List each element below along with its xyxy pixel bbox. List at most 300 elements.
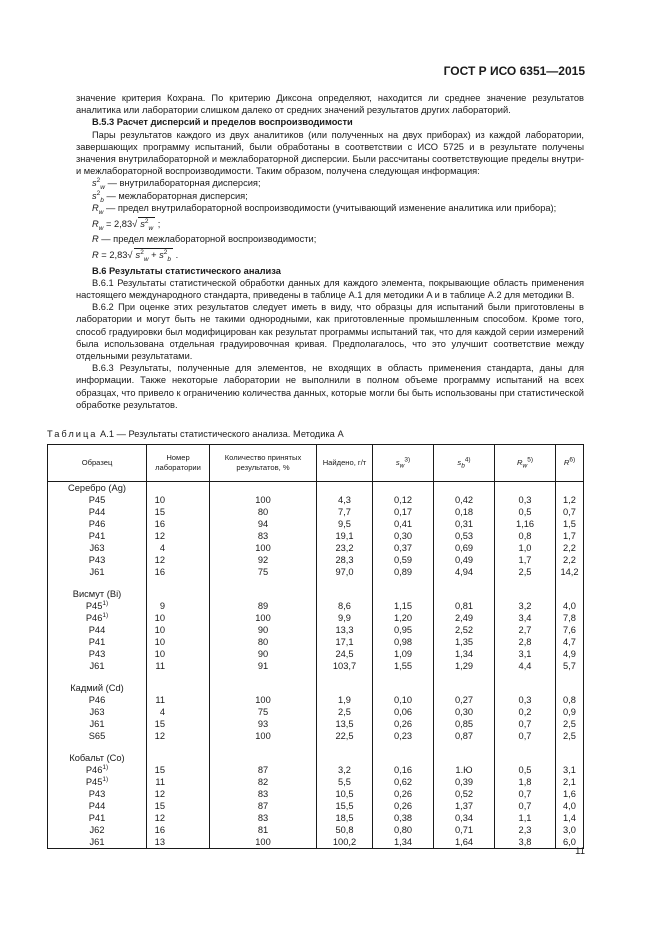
spacer-cell bbox=[210, 578, 317, 588]
r-cell: 14,2 bbox=[556, 566, 584, 578]
sample-cell bbox=[48, 824, 147, 836]
sample-cell bbox=[48, 764, 147, 776]
r-cell: 4,0 bbox=[556, 800, 584, 812]
sample-id: P45 bbox=[88, 495, 106, 505]
sample-id: P44 bbox=[88, 625, 106, 635]
rw-cell: 0,7 bbox=[495, 788, 556, 800]
spacer-cell bbox=[434, 672, 495, 682]
r-cell: 0,8 bbox=[556, 694, 584, 706]
sample-id: J61 bbox=[89, 661, 105, 671]
group-row bbox=[48, 588, 584, 600]
sw-cell: 0,95 bbox=[373, 624, 434, 636]
sample-id: J61 bbox=[89, 719, 105, 729]
sample-cell bbox=[48, 494, 147, 506]
paragraph: B.6.1 Результаты статистической обработки данных для каждого элемента, покрывающие область применения настоящего международного стандарта, приведены в таблице A.1 для методики A и в таблице A.2 для методики B. bbox=[76, 277, 584, 301]
rw-cell: 3,8 bbox=[495, 836, 556, 849]
spacer-cell bbox=[434, 742, 495, 752]
sb-cell: 0,69 bbox=[434, 542, 495, 554]
spacer-cell bbox=[210, 742, 317, 752]
r-cell: 0,9 bbox=[556, 706, 584, 718]
sb-cell: 4,94 bbox=[434, 566, 495, 578]
group-row bbox=[48, 482, 584, 495]
footnote-mark: 1) bbox=[102, 611, 109, 619]
sample-id: P43 bbox=[88, 649, 106, 659]
spacer-cell bbox=[434, 578, 495, 588]
count-cell: 100 bbox=[210, 542, 317, 554]
r-cell: 1,6 bbox=[556, 788, 584, 800]
sw-cell: 0,26 bbox=[373, 788, 434, 800]
spacer-cell bbox=[147, 742, 210, 752]
lab-cell: 13 bbox=[147, 836, 210, 849]
sample-cell bbox=[48, 776, 147, 788]
group-name: Серебро (Ag) bbox=[48, 482, 147, 495]
found-cell: 4,3 bbox=[317, 494, 373, 506]
r-cell: 1,7 bbox=[556, 530, 584, 542]
header-sample: Образец bbox=[48, 445, 147, 482]
rw-cell: 0,7 bbox=[495, 718, 556, 730]
sw-cell: 1,20 bbox=[373, 612, 434, 624]
rw-cell: 2,8 bbox=[495, 636, 556, 648]
count-cell: 80 bbox=[210, 506, 317, 518]
spacer-cell bbox=[556, 672, 584, 682]
table-caption bbox=[47, 429, 344, 439]
sample-id: J63 bbox=[89, 543, 105, 553]
rw-cell: 0,3 bbox=[495, 494, 556, 506]
sb-cell: 0,30 bbox=[434, 706, 495, 718]
sample-cell bbox=[48, 612, 147, 624]
table-row bbox=[48, 788, 584, 800]
sb-cell: 1,34 bbox=[434, 648, 495, 660]
spacer-cell bbox=[210, 672, 317, 682]
empty-cell bbox=[495, 482, 556, 495]
lab-cell: 10 bbox=[147, 612, 210, 624]
sample-id: P44 bbox=[88, 507, 106, 517]
spacer-cell bbox=[373, 742, 434, 752]
sample-cell bbox=[48, 506, 147, 518]
r-cell: 3,0 bbox=[556, 824, 584, 836]
sw-cell: 0,41 bbox=[373, 518, 434, 530]
empty-cell bbox=[495, 752, 556, 764]
count-cell: 82 bbox=[210, 776, 317, 788]
count-cell: 75 bbox=[210, 566, 317, 578]
table-row bbox=[48, 694, 584, 706]
header-sb: $s_b^{4)}$ bbox=[434, 445, 495, 482]
found-cell: 2,5 bbox=[317, 706, 373, 718]
lab-cell: 12 bbox=[147, 554, 210, 566]
header-sw: $s_w^{3)}$ bbox=[373, 445, 434, 482]
sb-cell: 0,52 bbox=[434, 788, 495, 800]
found-cell: 19,1 bbox=[317, 530, 373, 542]
sample-cell bbox=[48, 624, 147, 636]
empty-cell bbox=[317, 682, 373, 694]
r-cell: 2,5 bbox=[556, 718, 584, 730]
sw-cell: 0,89 bbox=[373, 566, 434, 578]
footnote-mark: 1) bbox=[102, 775, 109, 783]
sw-cell: 0,98 bbox=[373, 636, 434, 648]
sample-id: P46 bbox=[85, 613, 103, 623]
r-cell: 2,1 bbox=[556, 776, 584, 788]
rw-cell: 0,5 bbox=[495, 764, 556, 776]
rw-cell: 0,7 bbox=[495, 730, 556, 742]
sample-cell bbox=[48, 800, 147, 812]
rw-cell: 0,5 bbox=[495, 506, 556, 518]
sample-cell bbox=[48, 530, 147, 542]
count-cell: 75 bbox=[210, 706, 317, 718]
count-cell: 92 bbox=[210, 554, 317, 566]
table-body bbox=[48, 482, 584, 849]
found-cell: 97,0 bbox=[317, 566, 373, 578]
lab-cell: 10 bbox=[147, 648, 210, 660]
group-name: Кобальт (Co) bbox=[48, 752, 147, 764]
spacer-cell bbox=[495, 742, 556, 752]
sw-cell: 1,09 bbox=[373, 648, 434, 660]
empty-cell bbox=[556, 588, 584, 600]
rw-cell: 3,4 bbox=[495, 612, 556, 624]
spacer-cell bbox=[495, 672, 556, 682]
definition-text: — внутрилабораторная дисперсия; bbox=[104, 178, 261, 189]
sample-cell bbox=[48, 660, 147, 672]
definition-text: — предел внутрилабораторной воспроизводимости (учитывающий изменение аналитика или прибора); bbox=[103, 202, 557, 213]
count-cell: 100 bbox=[210, 730, 317, 742]
table-row bbox=[48, 764, 584, 776]
sb-cell: 1.Ю bbox=[434, 764, 495, 776]
rw-cell: 1,8 bbox=[495, 776, 556, 788]
empty-cell bbox=[210, 682, 317, 694]
count-cell: 100 bbox=[210, 836, 317, 849]
rw-cell: 0,7 bbox=[495, 800, 556, 812]
sample-id: S65 bbox=[88, 731, 106, 741]
r-cell: 4,0 bbox=[556, 600, 584, 612]
sample-id: P41 bbox=[88, 531, 106, 541]
empty-cell bbox=[210, 752, 317, 764]
definition-r: R — предел межлабораторной воспроизводимости; bbox=[92, 234, 317, 245]
sb-cell: 0,42 bbox=[434, 494, 495, 506]
sample-cell bbox=[48, 566, 147, 578]
count-cell: 90 bbox=[210, 624, 317, 636]
sw-cell: 1,55 bbox=[373, 660, 434, 672]
spacer-cell bbox=[373, 578, 434, 588]
table-row bbox=[48, 612, 584, 624]
rw-cell: 3,1 bbox=[495, 648, 556, 660]
paragraph: B.6.2 При оценке этих результатов следует иметь в виду, что образцы для испытаний были приготовлены в лаборатории и могут быть не такими однородными, как приготовленные промышленным способом. Кроме того, способ градуировки был модифицирован как результат программы испытаний так, что для каждой серии измерений была использована отдельная градуировочная кривая. Предполагалось, что это улучшит соответствие между отдельными результатами. bbox=[76, 302, 584, 362]
empty-cell bbox=[317, 752, 373, 764]
lab-cell: 11 bbox=[147, 776, 210, 788]
sample-id: P46 bbox=[88, 519, 106, 529]
table-row bbox=[48, 566, 584, 578]
table-row bbox=[48, 660, 584, 672]
definition-text: — предел межлабораторной воспроизводимости; bbox=[98, 234, 317, 245]
found-cell: 13,5 bbox=[317, 718, 373, 730]
table-row bbox=[48, 776, 584, 788]
sample-cell bbox=[48, 836, 147, 849]
sample-id: P46 bbox=[88, 695, 106, 705]
sb-cell: 1,35 bbox=[434, 636, 495, 648]
sw-cell: 0,26 bbox=[373, 800, 434, 812]
lab-cell: 15 bbox=[147, 718, 210, 730]
sb-cell: 2,52 bbox=[434, 624, 495, 636]
body-text bbox=[76, 92, 584, 411]
lab-cell: 4 bbox=[147, 542, 210, 554]
table-row bbox=[48, 648, 584, 660]
spacer-cell bbox=[556, 578, 584, 588]
r-cell: 5,7 bbox=[556, 660, 584, 672]
sample-id: J62 bbox=[89, 825, 105, 835]
empty-cell bbox=[434, 682, 495, 694]
empty-cell bbox=[317, 588, 373, 600]
sample-cell bbox=[48, 788, 147, 800]
header-count: Количество принятых результатов, % bbox=[210, 445, 317, 482]
table-row bbox=[48, 494, 584, 506]
group-name: Висмут (Bi) bbox=[48, 588, 147, 600]
sb-cell: 0,34 bbox=[434, 812, 495, 824]
group-row bbox=[48, 752, 584, 764]
spacer-row bbox=[48, 578, 584, 588]
lab-cell: 15 bbox=[147, 764, 210, 776]
count-cell: 83 bbox=[210, 812, 317, 824]
found-cell: 9,5 bbox=[317, 518, 373, 530]
sw-cell: 0,10 bbox=[373, 694, 434, 706]
empty-cell bbox=[210, 588, 317, 600]
sw-cell: 0,23 bbox=[373, 730, 434, 742]
sample-id: J61 bbox=[89, 567, 105, 577]
empty-cell bbox=[317, 482, 373, 495]
document-header: ГОСТ Р ИСО 6351—2015 bbox=[443, 64, 585, 78]
footnote-mark: 1) bbox=[102, 763, 109, 771]
empty-cell bbox=[556, 482, 584, 495]
header-lab: Номер лаборатории bbox=[147, 445, 210, 482]
sb-cell: 0,71 bbox=[434, 824, 495, 836]
sb-cell: 0,49 bbox=[434, 554, 495, 566]
sample-id: P41 bbox=[88, 637, 106, 647]
spacer-cell bbox=[317, 672, 373, 682]
sw-cell: 1,15 bbox=[373, 600, 434, 612]
spacer-row bbox=[48, 742, 584, 752]
count-cell: 93 bbox=[210, 718, 317, 730]
formula-r: R = 2,83√ $s^2_w + s^2_b$ . bbox=[92, 249, 179, 264]
spacer-cell bbox=[147, 672, 210, 682]
sample-id: J63 bbox=[89, 707, 105, 717]
results-table bbox=[47, 444, 584, 849]
r-cell: 6,0 bbox=[556, 836, 584, 849]
page-number: 11 bbox=[575, 846, 585, 857]
paragraph: Пары результатов каждого из двух аналитиков (или полученных на двух приборах) из каждой лаборатории, завершающих программу испытаний, были обработаны в соответствии с ИСО 5725 и в результате получены значения внутрилабораторной и межлабораторной дисперсии. Были рассчитаны соответствующие пределы внутри- и межлабораторной воспроизводимости. Таким образом, получена следующая информация: bbox=[76, 129, 584, 177]
rw-cell: 2,3 bbox=[495, 824, 556, 836]
found-cell: 24,5 bbox=[317, 648, 373, 660]
spacer-cell bbox=[317, 578, 373, 588]
sw-cell: 0,26 bbox=[373, 718, 434, 730]
found-cell: 9,9 bbox=[317, 612, 373, 624]
table-row bbox=[48, 506, 584, 518]
sample-id: P43 bbox=[88, 555, 106, 565]
sb-cell: 0,27 bbox=[434, 694, 495, 706]
sw-cell: 0,06 bbox=[373, 706, 434, 718]
sample-cell bbox=[48, 706, 147, 718]
spacer-cell bbox=[556, 742, 584, 752]
found-cell: 8,6 bbox=[317, 600, 373, 612]
table-row bbox=[48, 706, 584, 718]
table-row bbox=[48, 836, 584, 849]
table-row bbox=[48, 542, 584, 554]
empty-cell bbox=[556, 752, 584, 764]
rw-cell: 1,1 bbox=[495, 812, 556, 824]
r-cell: 1,5 bbox=[556, 518, 584, 530]
section-heading: B.6 Результаты статистического анализа bbox=[92, 265, 281, 276]
spacer-cell bbox=[147, 578, 210, 588]
sample-cell bbox=[48, 694, 147, 706]
lab-cell: 10 bbox=[147, 624, 210, 636]
sample-cell bbox=[48, 730, 147, 742]
sw-cell: 0,12 bbox=[373, 494, 434, 506]
empty-cell bbox=[434, 588, 495, 600]
lab-cell: 12 bbox=[147, 730, 210, 742]
sample-cell bbox=[48, 600, 147, 612]
r-cell: 7,8 bbox=[556, 612, 584, 624]
count-cell: 100 bbox=[210, 612, 317, 624]
rw-cell: 0,3 bbox=[495, 694, 556, 706]
count-cell: 100 bbox=[210, 494, 317, 506]
sb-cell: 0,81 bbox=[434, 600, 495, 612]
sb-cell: 0,18 bbox=[434, 506, 495, 518]
formula-text: = 2,83 bbox=[103, 219, 133, 230]
empty-cell bbox=[495, 588, 556, 600]
spacer-cell bbox=[317, 742, 373, 752]
table-row bbox=[48, 730, 584, 742]
count-cell: 94 bbox=[210, 518, 317, 530]
sb-cell: 1,37 bbox=[434, 800, 495, 812]
rw-cell: 0,8 bbox=[495, 530, 556, 542]
sample-id: P44 bbox=[88, 801, 106, 811]
sb-cell: 1,29 bbox=[434, 660, 495, 672]
header-found: Найдено, г/т bbox=[317, 445, 373, 482]
table-row bbox=[48, 718, 584, 730]
count-cell: 89 bbox=[210, 600, 317, 612]
found-cell: 1,9 bbox=[317, 694, 373, 706]
found-cell: 100,2 bbox=[317, 836, 373, 849]
empty-cell bbox=[147, 588, 210, 600]
table-row bbox=[48, 554, 584, 566]
sample-id: P45 bbox=[85, 777, 103, 787]
formula-rw: $R_w = 2,83√$ $s^2_w$ ; bbox=[92, 217, 161, 232]
lab-cell: 16 bbox=[147, 566, 210, 578]
found-cell: 15,5 bbox=[317, 800, 373, 812]
empty-cell bbox=[434, 752, 495, 764]
count-cell: 100 bbox=[210, 694, 317, 706]
rw-cell: 2,5 bbox=[495, 566, 556, 578]
empty-cell bbox=[373, 482, 434, 495]
table-header-row bbox=[48, 445, 584, 482]
sample-id: P43 bbox=[88, 789, 106, 799]
rw-cell: 1,0 bbox=[495, 542, 556, 554]
r-cell: 0,7 bbox=[556, 506, 584, 518]
sample-cell bbox=[48, 636, 147, 648]
sb-cell: 0,39 bbox=[434, 776, 495, 788]
table-row bbox=[48, 518, 584, 530]
lab-cell: 12 bbox=[147, 788, 210, 800]
group-row bbox=[48, 682, 584, 694]
sw-cell: 0,59 bbox=[373, 554, 434, 566]
empty-cell bbox=[147, 682, 210, 694]
spacer-cell bbox=[373, 672, 434, 682]
sb-cell: 2,49 bbox=[434, 612, 495, 624]
sample-id: P45 bbox=[85, 601, 103, 611]
count-cell: 91 bbox=[210, 660, 317, 672]
empty-cell bbox=[147, 752, 210, 764]
sw-cell: 0,17 bbox=[373, 506, 434, 518]
paragraph: значение критерия Кохрана. По критерию Диксона определяют, находится ли среднее значение результатов аналитика или лаборатории слишком далеко от средних значений результатов других лабораторий. bbox=[76, 93, 584, 116]
table-row bbox=[48, 812, 584, 824]
sw-cell: 0,37 bbox=[373, 542, 434, 554]
found-cell: 3,2 bbox=[317, 764, 373, 776]
empty-cell bbox=[373, 752, 434, 764]
table-row bbox=[48, 530, 584, 542]
lab-cell: 4 bbox=[147, 706, 210, 718]
count-cell: 80 bbox=[210, 636, 317, 648]
count-cell: 90 bbox=[210, 648, 317, 660]
sw-cell: 0,80 bbox=[373, 824, 434, 836]
sb-cell: 0,85 bbox=[434, 718, 495, 730]
r-cell: 2,5 bbox=[556, 730, 584, 742]
table-row bbox=[48, 600, 584, 612]
r-cell: 1,4 bbox=[556, 812, 584, 824]
formula-text: = 2,83 bbox=[98, 250, 128, 261]
sw-cell: 1,34 bbox=[373, 836, 434, 849]
count-cell: 81 bbox=[210, 824, 317, 836]
lab-cell: 11 bbox=[147, 694, 210, 706]
found-cell: 50,8 bbox=[317, 824, 373, 836]
found-cell: 7,7 bbox=[317, 506, 373, 518]
sample-cell bbox=[48, 554, 147, 566]
table-row bbox=[48, 824, 584, 836]
r-cell: 3,1 bbox=[556, 764, 584, 776]
sample-id: J61 bbox=[89, 837, 105, 847]
empty-cell bbox=[147, 482, 210, 495]
empty-cell bbox=[495, 682, 556, 694]
table-row bbox=[48, 636, 584, 648]
spacer-row bbox=[48, 672, 584, 682]
table-row bbox=[48, 800, 584, 812]
r-cell: 4,9 bbox=[556, 648, 584, 660]
lab-cell: 15 bbox=[147, 506, 210, 518]
caption-text: A.1 — Результаты статистического анализа. Методика A bbox=[100, 429, 344, 439]
sample-cell bbox=[48, 542, 147, 554]
lab-cell: 11 bbox=[147, 660, 210, 672]
rw-cell: 4,4 bbox=[495, 660, 556, 672]
sw-cell: 0,62 bbox=[373, 776, 434, 788]
definition-text: — межлабораторная дисперсия; bbox=[103, 190, 248, 201]
sb-cell: 0,53 bbox=[434, 530, 495, 542]
found-cell: 18,5 bbox=[317, 812, 373, 824]
r-cell: 2,2 bbox=[556, 542, 584, 554]
group-name: Кадмий (Cd) bbox=[48, 682, 147, 694]
found-cell: 5,5 bbox=[317, 776, 373, 788]
sw-cell: 0,16 bbox=[373, 764, 434, 776]
sample-cell bbox=[48, 812, 147, 824]
found-cell: 28,3 bbox=[317, 554, 373, 566]
sample-id: P46 bbox=[85, 765, 103, 775]
r-cell: 2,2 bbox=[556, 554, 584, 566]
spacer-cell bbox=[48, 578, 147, 588]
empty-cell bbox=[556, 682, 584, 694]
rw-cell: 1,7 bbox=[495, 554, 556, 566]
lab-cell: 12 bbox=[147, 812, 210, 824]
r-cell: 4,7 bbox=[556, 636, 584, 648]
caption-word: Таблица bbox=[47, 429, 98, 439]
sample-cell bbox=[48, 718, 147, 730]
rw-cell: 3,2 bbox=[495, 600, 556, 612]
count-cell: 83 bbox=[210, 530, 317, 542]
empty-cell bbox=[210, 482, 317, 495]
paragraph: B.6.3 Результаты, полученные для элементов, не входящих в область применения стандарта, даны для информации. Также некоторые лаборатории не выполнили в полном объеме программу испытаний на всех образцах, что привело к ограничению количества данных, которые могли бы быть использованы при статистической обработке результатов. bbox=[76, 363, 584, 410]
